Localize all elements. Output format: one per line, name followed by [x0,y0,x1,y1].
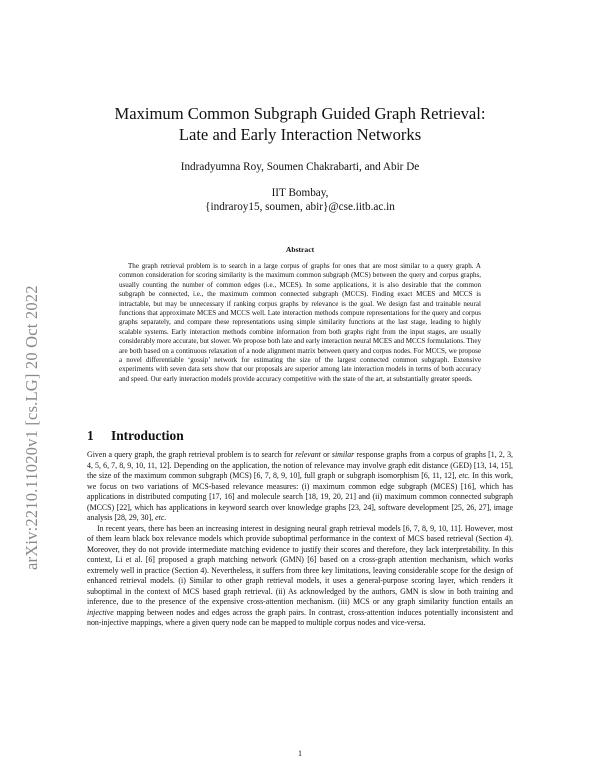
institution: IIT Bombay, [271,187,329,199]
section-title: Introduction [111,428,184,443]
abstract-body [119,262,481,384]
text-run: Given a query graph, the graph retrieval problem is to search for [87,450,296,459]
intro-paragraph-2 [87,524,513,629]
paper-title [87,103,513,145]
section-body [87,450,513,629]
author-emails: {indraroy15, soumen, abir}@cse.iitb.ac.in [205,201,395,213]
text-run: In recent years, there has been an increasing interest in designing neural graph retrieval models [6, 7, 8, 9, 10, 11]. However, most of them learn black box relevance models which provide suboptimal performance in the context of MCS based retrieval (Section 4). Moreover, they do not provide intermediate matching evidence to justify their scores and therefore, they lack interpretability. In this context, Li et al. [6] proposed a graph matching network (GMN) [6] based on a cross-graph attention mechanism, which works extremely well in practice (Section 4). Nevertheless, it suffers from three key limitations, leaving considerable scope for the design of enhanced retrieval models. (i) Similar to other graph retrieval models, it uses a general-purpose scoring layer, which renders it suboptimal in the context of MCS based graph retrieval. (ii) As acknowledged by the authors, GMN is slow in both training and inference, due to the presence of the expensive cross-attention mechanism. (iii) MCS or any graph similarity function entails an [87,523,513,606]
page-number: 1 [298,749,302,758]
text-run: In this work, we focus on two variations of MCS-based relevance measures: (i) maximum common edge subgraph (MCES) [16], which has applications in distributed computing [17, 16] and molecule search [18, 19, 20, 21] and (ii) maximum common connected subgraph (MCCS) [22], which has applications in keyword search over knowledge graphs [23, 24], software development [25, 26, 27], image analysis [28, 29, 30], [87,471,513,522]
text-run: mapping between nodes and edges across the graph pairs. In contrast, cross-attention induces potentially inconsistent and non-injective mappings, where a given query node can be mapped to multiple corpus nodes and vice-versa. [87,607,513,627]
emphasis-etc: etc. [458,471,470,480]
abstract-text: The graph retrieval problem is to search in a large corpus of graphs for ones that are most similar to a query graph. A common consideration for scoring similarity is the maximum common subgraph (MCS) between the query and corpus graphs, usually counting the number of common edges (i.e., MCES). In some applications, it is also desirable that the common subgraph be connected, i.e., the maximum common connected subgraph (MCCS). Finding exact MCES and MCCS is intractable, but may be unnecessary if ranking corpus graphs by relevance is the goal. We design fast and trainable neural functions that approximate MCES and MCCS well. Late interaction methods compute representations for the query and corpus graphs separately, and compare these representations using simple similarity functions at the last stage, leading to highly scalable systems. Early interaction methods combine information from both graphs right from the input stages, are usually considerably more accurate, but slower. We propose both late and early interaction neural MCES and MCCS formulations. They are both based on a continuous relaxation of a node alignment matrix between query and corpus nodes. For MCCS, we propose a novel differentiable ‘gossip’ network for estimating the size of the largest connected common subgraph. Extensive experiments with seven data sets show that our proposals are superior among late interaction models in terms of both accuracy and speed. Our early interaction models provide accuracy competitive with the state of the art, at substantially greater speeds. [119,262,481,383]
title-line-2: Late and Early Interaction Networks [178,125,422,144]
text-run: response graphs from a corpus of graphs [1, 2, 3, 4, 5, 6, 7, 8, 9, 10, 11, 12]. Depending on the application, the notion of relevance may involve graph edit distance (GED) [13, 14, 15], the size of the maximum common subgraph (MCS) [6, 7, 8, 9, 10], full graph or subgraph isomorphism [6, 11, 12], [87,450,513,480]
author-list: Indradyumna Roy, Soumen Chakrabarti, and Abir De [180,161,420,173]
arxiv-identifier-stamp: arXiv:2210.11020v1 [cs.LG] 20 Oct 2022 [22,285,41,570]
emphasis-similar: similar [331,450,355,459]
section-heading [87,428,184,444]
emphasis-etc: etc. [155,513,167,522]
intro-paragraph-1 [87,450,513,524]
text-run: or [320,450,332,459]
affiliation [87,186,513,214]
abstract-heading: Abstract [285,245,315,254]
section-number: 1 [87,428,94,443]
emphasis-injective: injective [87,607,114,617]
emphasis-relevant: relevant [295,450,321,459]
title-line-1: Maximum Common Subgraph Guided Graph Retrieval: [114,104,486,123]
